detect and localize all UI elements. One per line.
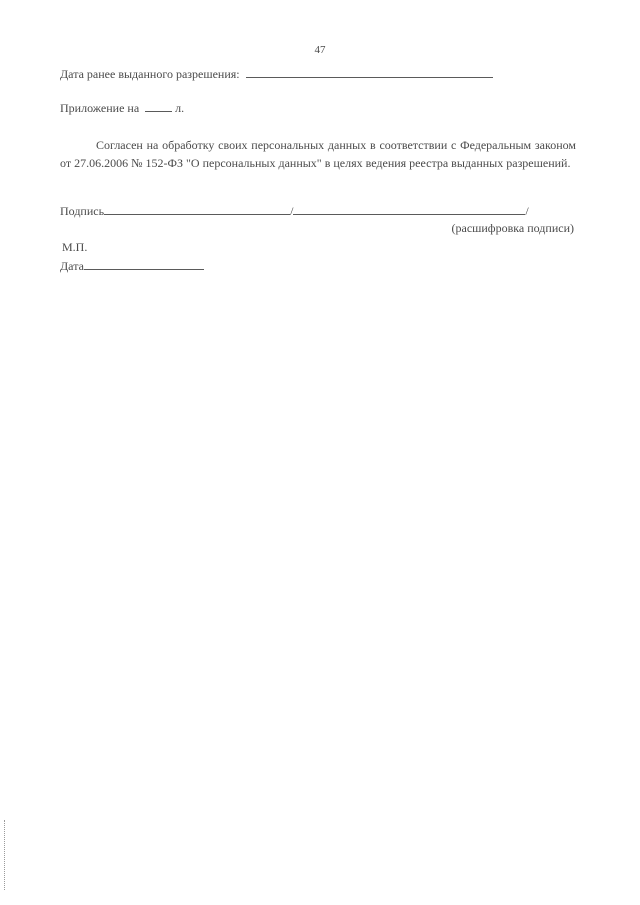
signature-separator: / <box>290 204 294 218</box>
signature-field[interactable] <box>104 204 290 215</box>
signature-closing-slash: / <box>525 204 529 218</box>
attachment-prefix: Приложение на <box>60 101 140 115</box>
attachment-suffix: л. <box>175 101 185 115</box>
signature-decode-field[interactable] <box>293 204 525 215</box>
signature-label: Подпись <box>60 204 105 218</box>
page-number: 47 <box>314 44 326 56</box>
stamp-label: М.П. <box>62 240 88 254</box>
signature-row <box>60 204 529 218</box>
attachment-row <box>60 101 184 115</box>
consent-paragraph: Согласен на обработку своих персональных данных в соответствии с Федеральным законом от 27.06.2006 № 152-ФЗ "О персональных данных" в целях ведения реестра выданных разрешений. <box>60 138 576 170</box>
signature-decode-hint: (расшифровка подписи) <box>451 221 574 235</box>
date-label: Дата <box>60 259 84 273</box>
scan-margin-marks <box>4 820 7 890</box>
attachment-pages-field[interactable] <box>145 101 172 112</box>
previous-permit-date-label: Дата ранее выданного разрешения: <box>60 67 240 81</box>
previous-permit-date-row <box>60 67 493 81</box>
date-row <box>60 259 204 273</box>
date-field[interactable] <box>84 259 204 270</box>
previous-permit-date-field[interactable] <box>246 67 493 78</box>
